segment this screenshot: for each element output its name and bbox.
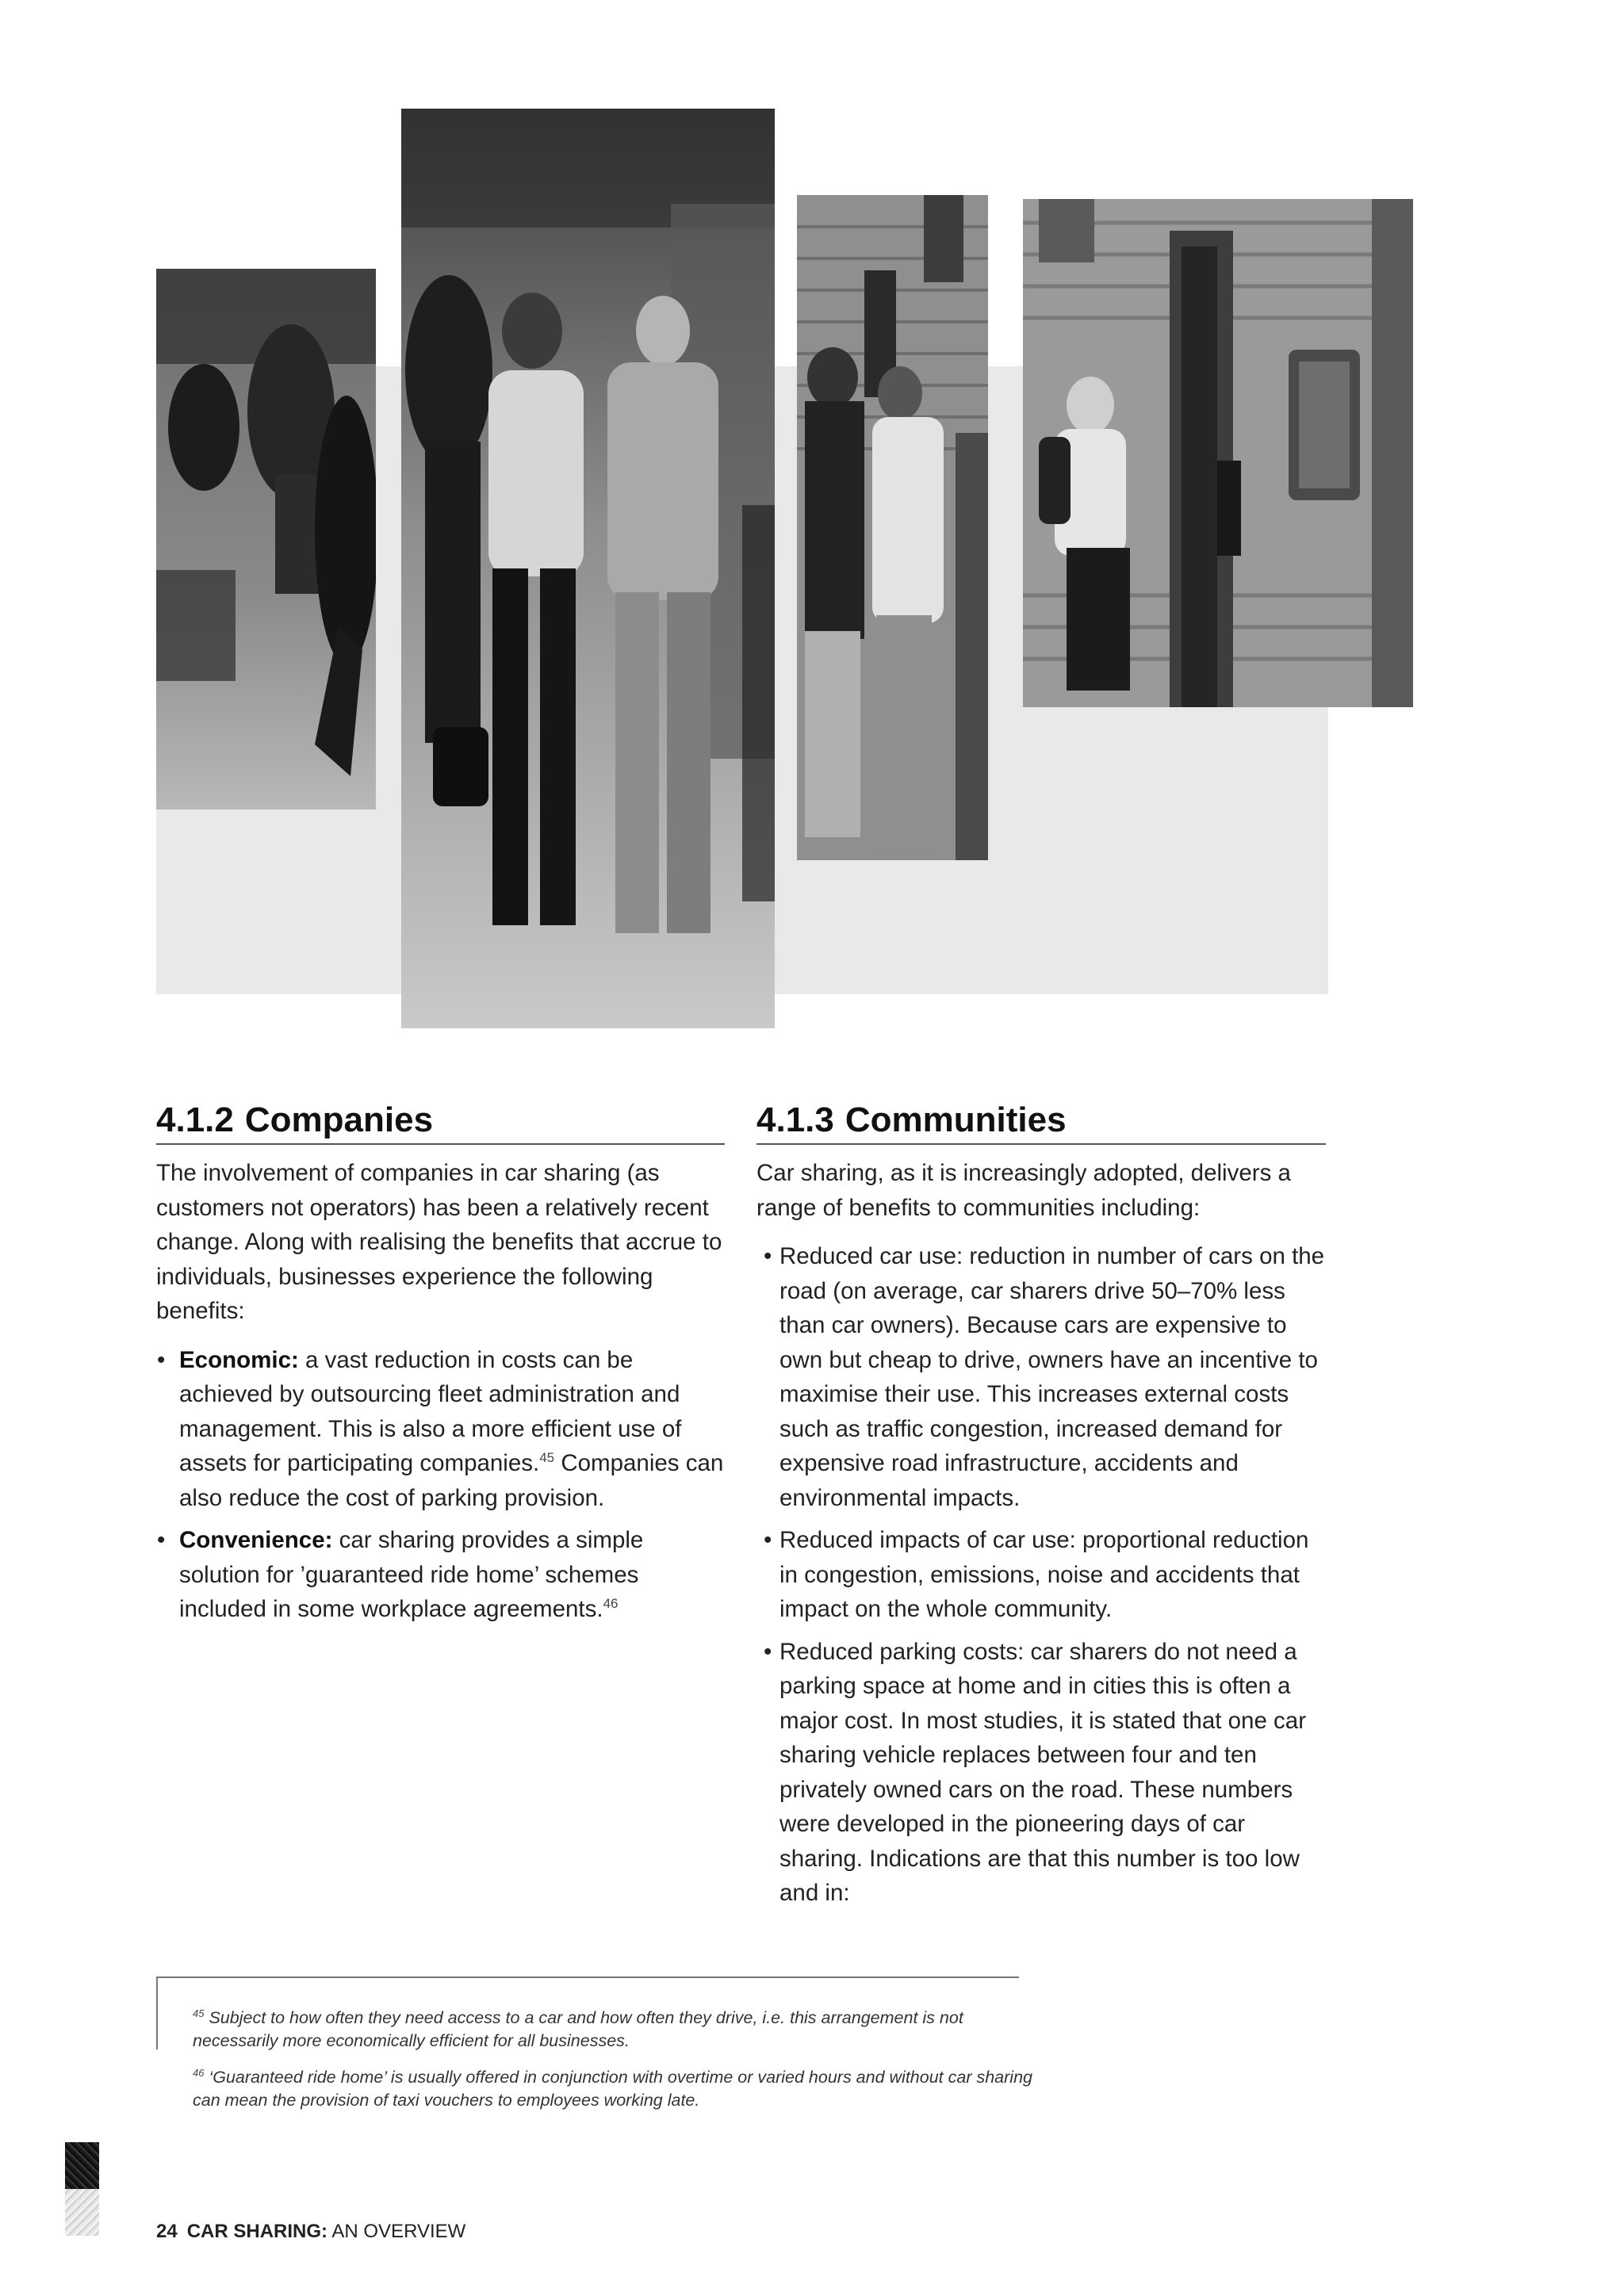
- benefit-text-tail: Companies can also reduce the cost of parking provision.: [179, 1450, 724, 1511]
- bullet-icon: •: [157, 1346, 166, 1373]
- footnotes: [193, 2007, 1033, 2126]
- list-item: [756, 1239, 1326, 1515]
- footnote-46: [193, 2066, 1033, 2112]
- communities-intro: Car sharing, as it is increasingly adopted, delivers a range of benefits to communities including:: [756, 1160, 1291, 1221]
- communities-section-number: 4.1.3: [756, 1100, 834, 1139]
- list-item: [156, 1343, 725, 1516]
- footnote-45: [193, 2007, 1033, 2053]
- list-item: [756, 1523, 1326, 1627]
- benefit-term: Economic:: [179, 1346, 299, 1373]
- companies-title: Companies: [244, 1100, 434, 1139]
- footnote-side-rule: [156, 1976, 158, 2049]
- companies-section-number: 4.1.2: [156, 1100, 234, 1139]
- bullet-icon: •: [764, 1527, 772, 1553]
- benefit-text: a vast reduction in costs can be achieved by outsourcing fleet administration and management. This is also a more efficient use of assets for participating companies.: [179, 1346, 682, 1476]
- companies-intro: The involvement of companies in car sharing (as customers not operators) has been a relatively recent change. Along with realising the benefits that accrue to individuals, businesses experience the following benefits:: [156, 1160, 722, 1324]
- benefit-text: Reduced car use: reduction in number of cars on the road (on average, car sharers drive 50–70% less than car owners). Because cars are expensive to own but cheap to drive, owners have an incentive to maximise their use. This increases external costs such as traffic congestion, increased demand for expensive road infrastructure, accidents and environmental impacts.: [779, 1243, 1325, 1511]
- couple-walking-photo: [401, 109, 775, 1028]
- page-footer: [156, 2220, 465, 2244]
- footnote-text: ‘Guaranteed ride home’ is usually offered in conjunction with overtime or varied hours and without car sharing can mean the provision of taxi vouchers to employees working late.: [193, 2068, 1032, 2110]
- benefit-text: car sharing provides a simple solution for ’guaranteed ride home’ schemes included in some workplace agreements.: [179, 1527, 644, 1622]
- benefit-text: Reduced impacts of car use: proportional reduction in congestion, emissions, noise and accidents that impact on the whole community.: [779, 1527, 1309, 1622]
- train-door-photo: [1023, 199, 1413, 707]
- platform-crowd-photo: [156, 269, 376, 809]
- communities-section: [756, 1099, 1326, 1919]
- communities-title: Communities: [845, 1100, 1067, 1139]
- companies-benefit-list: [156, 1343, 725, 1627]
- benefit-term: Convenience:: [179, 1527, 333, 1553]
- list-item: [756, 1635, 1326, 1911]
- companies-section: [156, 1099, 725, 1635]
- bullet-icon: •: [157, 1527, 166, 1553]
- light-texture-swatch: [65, 2189, 99, 2236]
- bullet-icon: •: [764, 1638, 772, 1665]
- passengers-at-train-photo: [797, 195, 988, 860]
- footnote-divider: [156, 1976, 1019, 1978]
- footnote-ref[interactable]: 45: [539, 1450, 555, 1466]
- list-item: [156, 1523, 725, 1627]
- footnote-number: 45: [193, 2007, 205, 2019]
- dark-texture-swatch: [65, 2142, 99, 2189]
- bullet-icon: •: [764, 1243, 772, 1269]
- footnote-text: Subject to how often they need access to a car and how often they drive, i.e. this arrangement is not necessarily more economically efficient for all businesses.: [193, 2008, 963, 2050]
- footer-title: CAR SHARING:: [186, 2221, 328, 2242]
- footer-subtitle: AN OVERVIEW: [331, 2221, 466, 2242]
- footnote-ref[interactable]: 46: [603, 1596, 619, 1612]
- companies-heading: [156, 1099, 725, 1145]
- footnote-number: 46: [193, 2066, 205, 2079]
- communities-heading: [756, 1099, 1326, 1145]
- page-number: 24: [156, 2221, 178, 2242]
- benefit-text: Reduced parking costs: car sharers do not need a parking space at home and in cities this is often a major cost. In most studies, it is stated that one car sharing vehicle replaces between four and ten privately owned cars on the road. These numbers were developed in the pioneering days of car sharing. Indications are that this number is too low and in:: [779, 1638, 1307, 1906]
- communities-benefit-list: [756, 1239, 1326, 1911]
